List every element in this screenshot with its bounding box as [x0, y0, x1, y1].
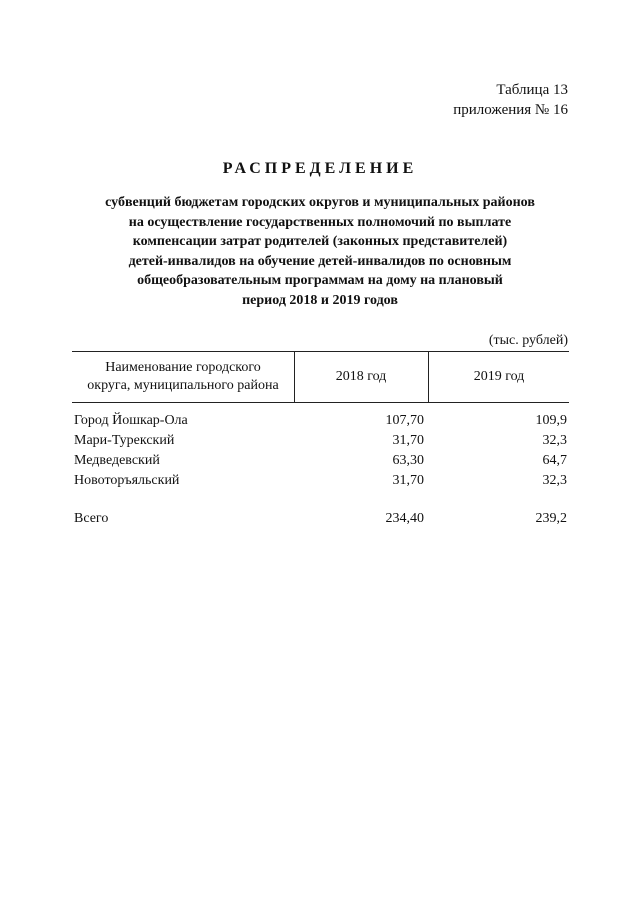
table-row [72, 431, 569, 451]
row-name: Медведевский [74, 453, 160, 468]
header-name-line: Наименование городского [105, 360, 261, 375]
subtitle-line: компенсации затрат родителей (законных представителей) [132, 234, 508, 250]
table-body [72, 411, 569, 529]
subtitle-line: на осуществление государственных полномочий по выплате [128, 214, 512, 230]
document-title: РАСПРЕДЕЛЕНИЕ [222, 160, 418, 177]
total-row [72, 509, 569, 529]
table-number: Таблица 13 [496, 82, 568, 98]
row-value-2018: 31,70 [392, 433, 424, 448]
row-name: Город Йошкар-Ола [74, 413, 188, 428]
header-name-column [72, 352, 295, 402]
subtitle-line: период 2018 и 2019 годов [242, 292, 398, 308]
table-row [72, 471, 569, 491]
subtitle-line: детей-инвалидов на обучение детей-инвалидов по основным [128, 253, 512, 269]
subtitle-line: субвенций бюджетам городских округов и муниципальных районов [105, 195, 535, 210]
row-value-2019: 64,7 [542, 453, 567, 468]
total-label: Всего [74, 511, 109, 526]
document-subtitle [80, 193, 560, 311]
row-value-2019: 32,3 [542, 473, 567, 488]
row-value-2019: 32,3 [542, 433, 567, 448]
row-name: Мари-Турекский [74, 433, 175, 448]
total-value-2018: 234,40 [385, 511, 424, 526]
total-value-2019: 239,2 [535, 511, 567, 526]
units-label: (тыс. рублей) [488, 333, 568, 348]
row-value-2018: 63,30 [392, 453, 424, 468]
row-value-2018: 107,70 [385, 413, 424, 428]
table-reference [453, 80, 568, 120]
row-value-2018: 31,70 [392, 473, 424, 488]
distribution-table [72, 351, 569, 529]
table-row [72, 451, 569, 471]
appendix-number: приложения № 16 [453, 102, 568, 118]
header-2019-column: 2019 год [473, 369, 525, 384]
row-name: Новоторъяльский [74, 473, 180, 488]
table-header [72, 351, 569, 403]
subtitle-line: общеобразовательным программам на дому на плановый [137, 273, 503, 289]
table-row [72, 411, 569, 431]
row-value-2019: 109,9 [535, 413, 567, 428]
header-2018-column: 2018 год [294, 352, 429, 402]
header-name-line: округа, муниципального района [87, 378, 279, 393]
